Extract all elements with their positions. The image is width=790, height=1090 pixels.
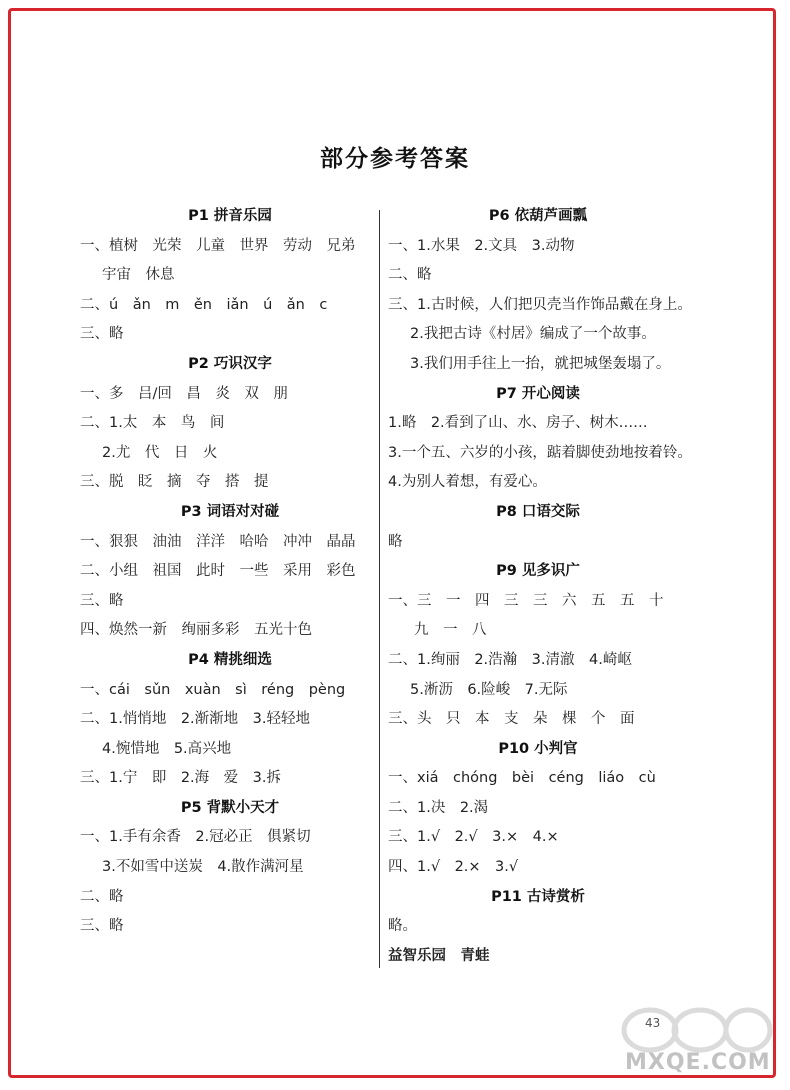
answer-line: 三、略 <box>80 326 124 343</box>
section-heading: P10 小判官 <box>498 740 578 757</box>
section-heading: P4 精挑细选 <box>188 651 272 668</box>
answer-line: 二、略 <box>388 267 432 284</box>
answer-line: 四、1.√ 2.× 3.√ <box>388 859 519 876</box>
answer-line: 九 一 八 <box>414 622 487 639</box>
page-title: 部分参考答案 <box>320 146 470 172</box>
answer-line: 三、头 只 本 支 朵 棵 个 面 <box>388 711 635 728</box>
answer-line: 一、cái sǔn xuàn sì réng pèng <box>80 681 346 698</box>
answer-line: 一、xiá chóng bèi céng liáo cù <box>388 770 656 787</box>
answer-line: 4.为别人着想，有爱心。 <box>388 474 547 491</box>
answer-line: 三、脱 眨 摘 夺 搭 提 <box>80 474 269 491</box>
page-number: 43 <box>645 1016 661 1030</box>
answer-line: 三、1.古时候，人们把贝壳当作饰品戴在身上。 <box>388 296 692 313</box>
section-heading: P5 背默小天才 <box>180 799 280 816</box>
answer-line: 4.惋惜地 5.高兴地 <box>102 740 232 757</box>
answer-line: 2.我把古诗《村居》编成了一个故事。 <box>410 326 656 343</box>
section-heading: P11 古诗赏析 <box>491 888 585 905</box>
answer-line: 1.略 2.看到了山、水、房子、树木…… <box>388 415 648 432</box>
answer-line: 略。 <box>388 918 417 935</box>
answer-line: 2.尤 代 日 火 <box>102 444 218 461</box>
section-heading: P8 口语交际 <box>496 503 580 520</box>
answer-line: 二、1.决 2.渴 <box>388 799 489 816</box>
answer-line: 三、略 <box>80 592 124 609</box>
answer-line: 一、多 吕/回 昌 炎 双 朋 <box>80 385 288 402</box>
answer-line: 一、1.手有余香 2.冠必正 俱紧切 <box>80 829 311 846</box>
section-heading: P9 见多识广 <box>496 563 580 580</box>
answer-line: 一、1.水果 2.文具 3.动物 <box>388 237 575 254</box>
answer-line: 5.淅沥 6.险峻 7.无际 <box>410 681 568 698</box>
answer-line: 三、1.√ 2.√ 3.× 4.× <box>388 829 559 846</box>
answer-line: 3.不如雪中送炭 4.散作满河星 <box>102 859 304 876</box>
answer-line: 一、三 一 四 三 三 六 五 五 十 <box>388 592 664 609</box>
answer-line: 二、略 <box>80 888 124 905</box>
right-answer-column <box>388 202 692 971</box>
answer-line: 一、狠狠 油油 洋洋 哈哈 冲冲 晶晶 <box>80 533 356 550</box>
answer-line: 益智乐园 青蛙 <box>388 947 490 964</box>
answer-line: 二、1.悄悄地 2.渐渐地 3.轻轻地 <box>80 711 311 728</box>
left-answer-column <box>80 202 380 942</box>
answer-line: 宇宙 休息 <box>102 267 175 284</box>
section-heading: P1 拼音乐园 <box>188 208 272 224</box>
answer-line: 3.我们用手往上一抬，就把城堡轰塌了。 <box>410 355 671 372</box>
section-heading: P6 依葫芦画瓢 <box>488 208 588 224</box>
column-divider <box>379 210 380 968</box>
watermark-text: MXQE.COM <box>625 1050 771 1075</box>
answer-line: 3.一个五、六岁的小孩，踮着脚使劲地按着铃。 <box>388 444 692 461</box>
answer-line: 三、略 <box>80 918 124 935</box>
answer-line: 三、1.宁 即 2.海 爱 3.拆 <box>80 770 282 787</box>
answer-line: 略 <box>388 533 403 550</box>
section-heading: P2 巧识汉字 <box>188 355 272 372</box>
section-heading: P7 开心阅读 <box>496 385 580 402</box>
answer-line: 二、ú ǎn m ěn iǎn ú ǎn c <box>80 296 328 313</box>
answer-line: 二、1.太 本 鸟 间 <box>80 415 225 432</box>
answer-line: 四、焕然一新 绚丽多彩 五光十色 <box>80 622 312 639</box>
section-heading: P3 词语对对碰 <box>180 503 280 520</box>
answer-line: 一、植树 光荣 儿童 世界 劳动 兄弟 <box>80 237 356 254</box>
answer-line: 二、小组 祖国 此时 一些 采用 彩色 <box>80 563 356 580</box>
answer-line: 二、1.绚丽 2.浩瀚 3.清澈 4.崎岖 <box>388 651 632 668</box>
